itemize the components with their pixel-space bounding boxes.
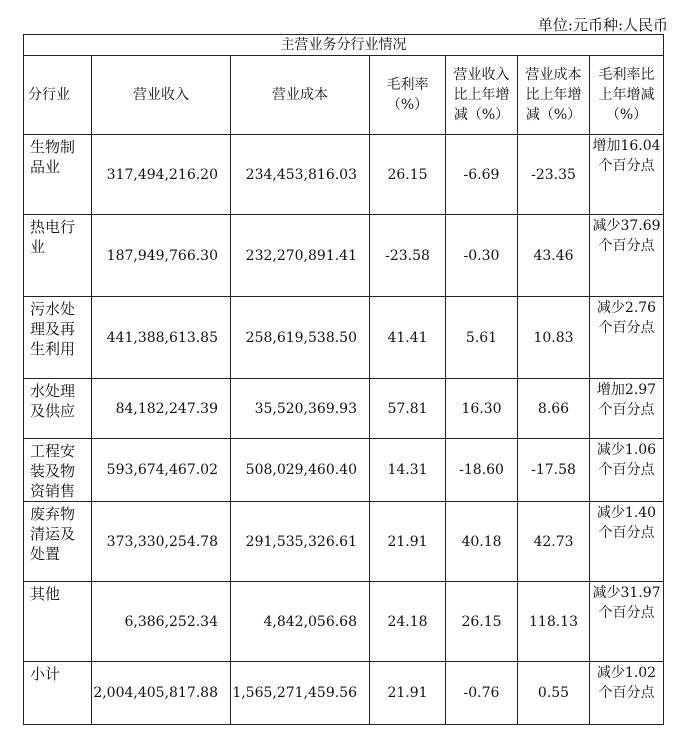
cost-change-cell: 118.13 — [518, 582, 590, 662]
margin-change-cell: 减少1.06个百分点 — [590, 439, 664, 502]
revenue-change-cell: 40.18 — [446, 502, 518, 582]
cost-cell: 4,842,056.68 — [231, 582, 370, 662]
unit-label: 单位:元币种:人民币 — [537, 16, 668, 34]
table-row — [24, 135, 664, 215]
margin-cell: 57.81 — [370, 379, 446, 439]
table-row — [24, 582, 664, 662]
revenue-cell: 373,330,254.78 — [92, 502, 231, 582]
revenue-change-cell: 16.30 — [446, 379, 518, 439]
table-row — [24, 215, 664, 297]
cost-change-cell: -17.58 — [518, 439, 590, 502]
revenue-change-cell: -0.76 — [446, 662, 518, 725]
header-revenue: 营业收入 — [92, 56, 231, 135]
cost-cell: 234,453,816.03 — [231, 135, 370, 215]
cost-cell: 232,270,891.41 — [231, 215, 370, 297]
header-cost-change: 营业成本比上年增减（%） — [518, 56, 590, 135]
cost-cell: 35,520,369.93 — [231, 379, 370, 439]
table-row — [24, 297, 664, 379]
revenue-cell: 441,388,613.85 — [92, 297, 231, 379]
table-header-row — [24, 56, 664, 135]
revenue-change-cell: 5.61 — [446, 297, 518, 379]
header-segment: 分行业 — [24, 56, 92, 135]
revenue-cell: 2,004,405,817.88 — [92, 662, 231, 725]
cost-change-cell: -23.35 — [518, 135, 590, 215]
cost-cell: 291,535,326.61 — [231, 502, 370, 582]
revenue-change-cell: -0.30 — [446, 215, 518, 297]
cost-change-cell: 43.46 — [518, 215, 590, 297]
segment-cell: 其他 — [24, 582, 92, 662]
table-row — [24, 439, 664, 502]
cost-cell: 258,619,538.50 — [231, 297, 370, 379]
margin-change-cell: 减少2.76个百分点 — [590, 297, 664, 379]
segment-cell: 工程安装及物资销售 — [24, 439, 92, 502]
margin-cell: 21.91 — [370, 662, 446, 725]
revenue-cell: 593,674,467.02 — [92, 439, 231, 502]
margin-cell: 24.18 — [370, 582, 446, 662]
revenue-cell: 84,182,247.39 — [92, 379, 231, 439]
header-margin: 毛利率（%） — [370, 56, 446, 135]
table-row — [24, 502, 664, 582]
segment-cell: 小计 — [24, 662, 92, 725]
cost-change-cell: 10.83 — [518, 297, 590, 379]
header-cost: 营业成本 — [231, 56, 370, 135]
cost-change-cell: 0.55 — [518, 662, 590, 725]
margin-change-cell: 减少1.40个百分点 — [590, 502, 664, 582]
segment-cell: 热电行业 — [24, 215, 92, 297]
header-margin-change: 毛利率比上年增减（%） — [590, 56, 664, 135]
revenue-change-cell: -18.60 — [446, 439, 518, 502]
margin-cell: 26.15 — [370, 135, 446, 215]
margin-change-cell: 增加2.97个百分点 — [590, 379, 664, 439]
header-revenue-change: 营业收入比上年增减（%） — [446, 56, 518, 135]
cost-cell: 508,029,460.40 — [231, 439, 370, 502]
margin-change-cell: 减少1.02个百分点 — [590, 662, 664, 725]
revenue-change-cell: 26.15 — [446, 582, 518, 662]
table-row — [24, 379, 664, 439]
revenue-cell: 317,494,216.20 — [92, 135, 231, 215]
revenue-cell: 187,949,766.30 — [92, 215, 231, 297]
revenue-cell: 6,386,252.34 — [92, 582, 231, 662]
segment-revenue-table — [23, 34, 664, 725]
cost-change-cell: 42.73 — [518, 502, 590, 582]
margin-cell: 14.31 — [370, 439, 446, 502]
table-title-row — [24, 35, 664, 56]
margin-cell: -23.58 — [370, 215, 446, 297]
segment-cell: 生物制品业 — [24, 135, 92, 215]
segment-cell: 废弃物清运及处置 — [24, 502, 92, 582]
cost-change-cell: 8.66 — [518, 379, 590, 439]
table-title: 主营业务分行业情况 — [24, 35, 664, 56]
margin-cell: 21.91 — [370, 502, 446, 582]
table-row — [24, 662, 664, 725]
revenue-change-cell: -6.69 — [446, 135, 518, 215]
segment-cell: 污水处理及再生利用 — [24, 297, 92, 379]
margin-change-cell: 减少37.69个百分点 — [590, 215, 664, 297]
margin-change-cell: 增加16.04个百分点 — [590, 135, 664, 215]
cost-cell: 1,565,271,459.56 — [231, 662, 370, 725]
segment-cell: 水处理及供应 — [24, 379, 92, 439]
margin-cell: 41.41 — [370, 297, 446, 379]
margin-change-cell: 减少31.97个百分点 — [590, 582, 664, 662]
